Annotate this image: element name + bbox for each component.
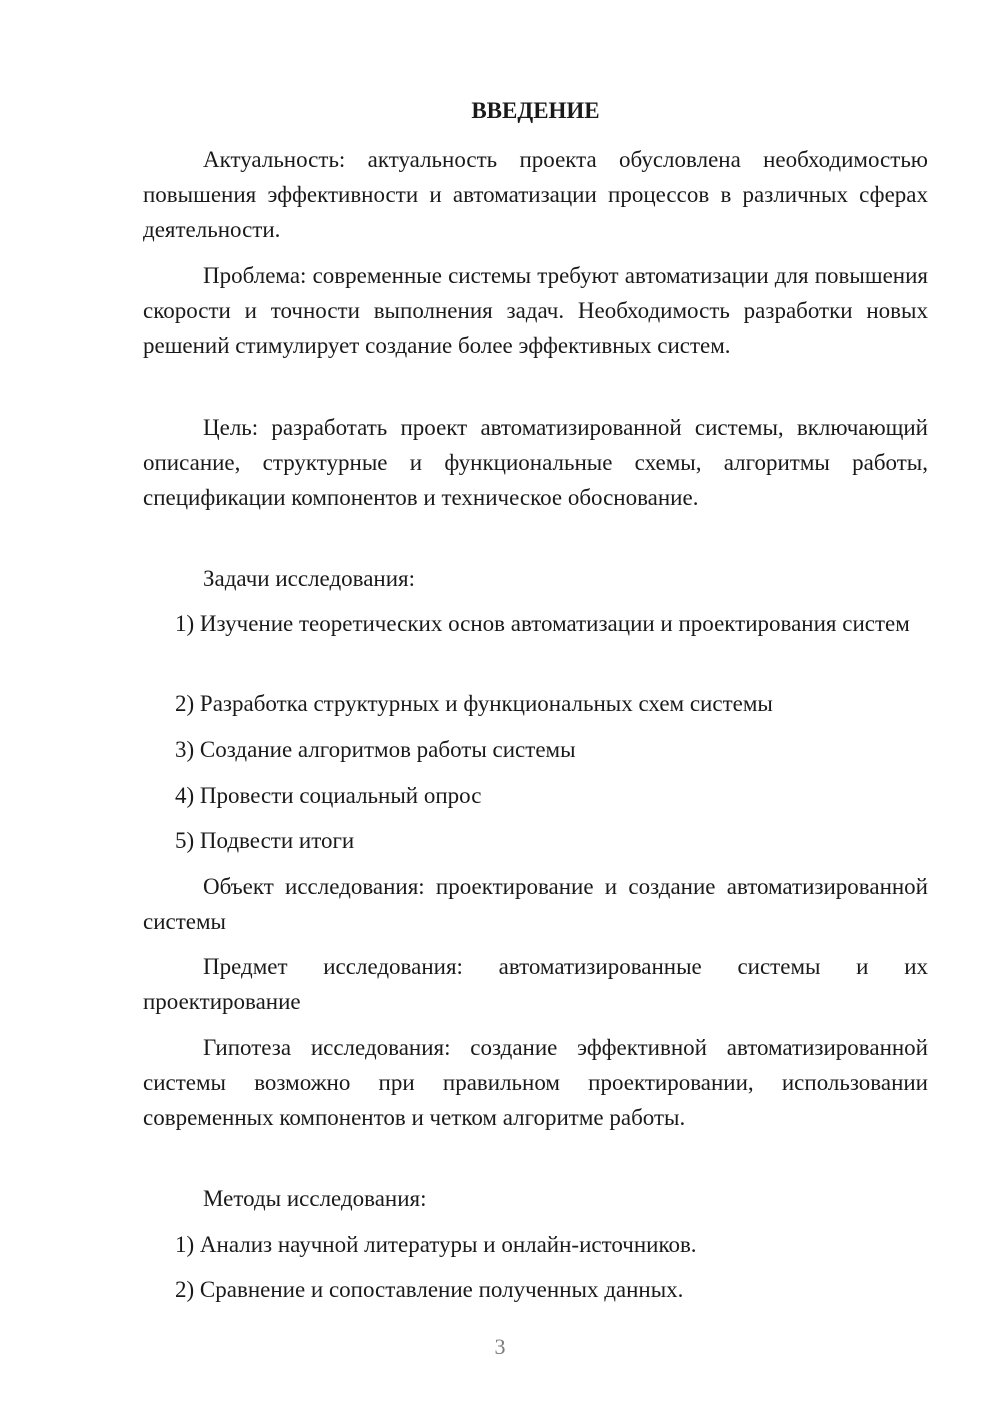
task-item-2: 2) Разработка структурных и функциональных схем системы [175,691,773,716]
object-paragraph: Объект исследования: проектирование и создание автоматизированной системы [143,874,928,934]
methods-heading: Методы исследования: [203,1186,427,1211]
page-number: 3 [494,1334,506,1359]
task-item-5: 5) Подвести итоги [175,828,355,853]
hypothesis-paragraph: Гипотеза исследования: создание эффективной автоматизированной системы возможно при правильном проектировании, использовании современных компонентов и четком алгоритме работы. [143,1035,928,1130]
page-title: ВВЕДЕНИЕ [471,98,600,123]
method-item-2: 2) Сравнение и сопоставление полученных данных. [175,1277,684,1302]
method-item-1: 1) Анализ научной литературы и онлайн-источников. [175,1232,697,1257]
task-item-1: 1) Изучение теоретических основ автоматизации и проектирования систем [175,611,910,636]
problem-paragraph: Проблема: современные системы требуют автоматизации для повышения скорости и точности выполнения задач. Необходимость разработки новых решений стимулирует создание более эффективных систем. [143,263,928,358]
task-item-3: 3) Создание алгоритмов работы системы [175,737,576,762]
goal-paragraph: Цель: разработать проект автоматизированной системы, включающий описание, структурные и функциональные схемы, алгоритмы работы, спецификации компонентов и техническое обоснование. [143,415,928,510]
relevance-paragraph: Актуальность: актуальность проекта обусловлена необходимостью повышения эффективности и автоматизации процессов в различных сферах деятельности. [143,147,928,242]
task-item-4: 4) Провести социальный опрос [175,783,482,808]
tasks-heading: Задачи исследования: [203,566,416,591]
subject-paragraph: Предмет исследования: автоматизированные системы и их проектирование [143,954,928,1014]
